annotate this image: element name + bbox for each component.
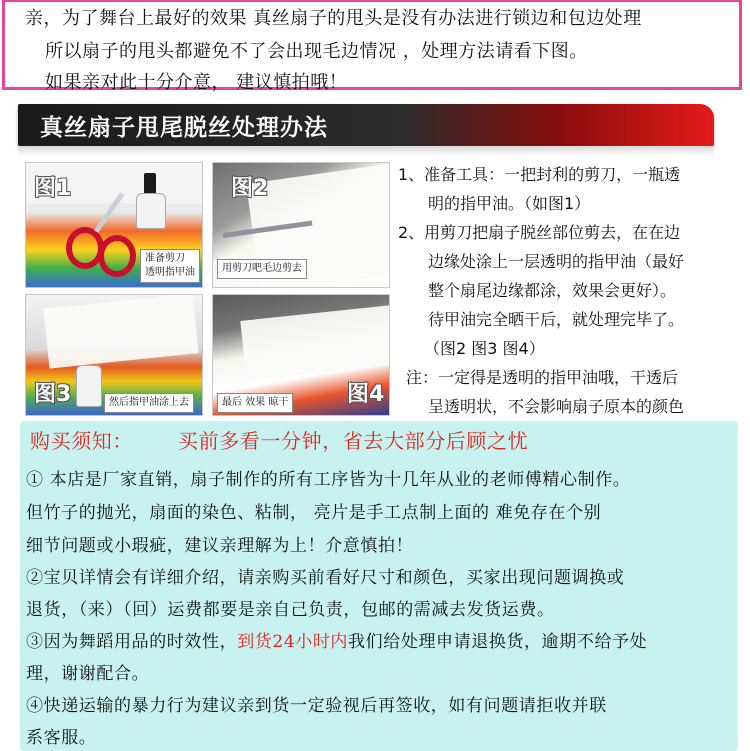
photo-4-fabric [240,305,390,380]
step-2-line-1: 2、用剪刀把扇子脱丝部位剪去，在在边 [398,223,681,242]
step-1-line-1: 1、准备工具：一把封利的剪刀，一瓶透 [398,165,681,184]
photo-3-fabric [43,294,198,369]
polish-cap [144,173,156,195]
photo-3-polish-bottle [76,365,102,407]
photo-1 [25,162,203,288]
purchase-item-1-line-3: 细节问题或小瑕疵，建议亲理解为上！介意慎拍！ [26,536,414,556]
photo-1-caption-line-1: 准备剪刀 [145,253,185,264]
photo-1-caption-line-2: 透明指甲油 [145,267,195,278]
note-line-2: 呈透明状，不会影响扇子原本的颜色 [428,397,685,416]
photo-3-caption: 然后指甲油涂上去 [104,393,194,413]
purchase-item-3-prefix: ③因为舞蹈用品的时效性， [26,632,238,652]
purchase-item-1-line-2: 但竹子的抛光，扇面的染色、粘制， 亮片是手工点制上面的 难免存在个别 [26,503,602,523]
purchase-item-3-line-2: 理，谢谢配合。 [26,664,150,684]
step-2-line-5: （图2 图3 图4） [424,339,545,358]
notice-line-2: 所以扇子的甩头都避免不了会出现毛边情况 ，处理方法请看下图。 [45,41,588,62]
header-shadow-strip [18,146,714,156]
purchase-item-4-line-2: 系客服。 [26,728,97,748]
photo-2-label: 图2 [231,176,269,201]
purchase-item-3-suffix: 我们给处理申请退换货，逾期不给予处 [348,632,648,652]
photo-4-caption: 最后 效果 晾干 [217,393,293,413]
photo-4 [212,294,390,416]
photo-4-label: 图4 [347,382,385,407]
notice-box [2,0,742,93]
purchase-item-2-line-2: 退货，（来）（回）运费都要是亲自己负责，包邮的需减去发货运费。 [26,600,555,620]
section-title: 真丝扇子甩尾脱丝处理办法 [40,115,328,141]
purchase-notice [20,421,738,751]
note-line-1: 注：一定得是透明的指甲油哦，干透后 [406,368,679,387]
photo-3 [25,294,203,416]
purchase-item-4-line-1: ④快递运输的暴力行为建议亲到货一定验视后再签收，如有问题请拒收并联 [26,696,607,716]
step-2-line-4: 待甲油完全晒干后，就处理完毕了。 [428,310,685,329]
step-1-line-2: 明的指甲油。（如图1） [428,194,591,213]
instruction-steps [398,160,718,421]
step-2-line-2: 边缘处涂上一层透明的指甲油（最好 [428,252,685,271]
notice-line-1: 亲，为了舞台上最好的效果 真丝扇子的甩头是没有办法进行锁边和包边处理 [25,8,642,29]
step-2-line-3: 整个扇尾边缘都涂，效果会更好）。 [428,281,677,300]
scissors-handle-right [98,235,136,277]
photo-3-label: 图3 [34,382,72,407]
nail-polish-bottle [136,193,166,229]
purchase-heading: 购买须知： [30,429,133,453]
photo-1-caption [140,249,200,283]
notice-line-3: 如果亲对此十分介意， 建议慎拍哦！ [45,72,348,93]
photo-1-label: 图1 [34,176,72,201]
photo-2-caption: 用剪刀吧毛边剪去 [217,259,307,279]
section-header [18,104,714,146]
purchase-slogan: 买前多看一分钟，省去大部分后顾之忧 [178,429,529,453]
purchase-item-3-line-1 [26,627,647,652]
photo-2 [212,162,390,288]
purchase-item-2-line-1: ②宝贝详情会有详细介绍，请亲购买前看好尺寸和颜色，买家出现问题调换或 [26,568,625,588]
purchase-item-3-highlight: 到货24小时内 [237,632,349,652]
purchase-item-1-line-1: ① 本店是厂家直销，扇子制作的所有工序皆为十几年从业的老师傅精心制作。 [26,470,631,490]
